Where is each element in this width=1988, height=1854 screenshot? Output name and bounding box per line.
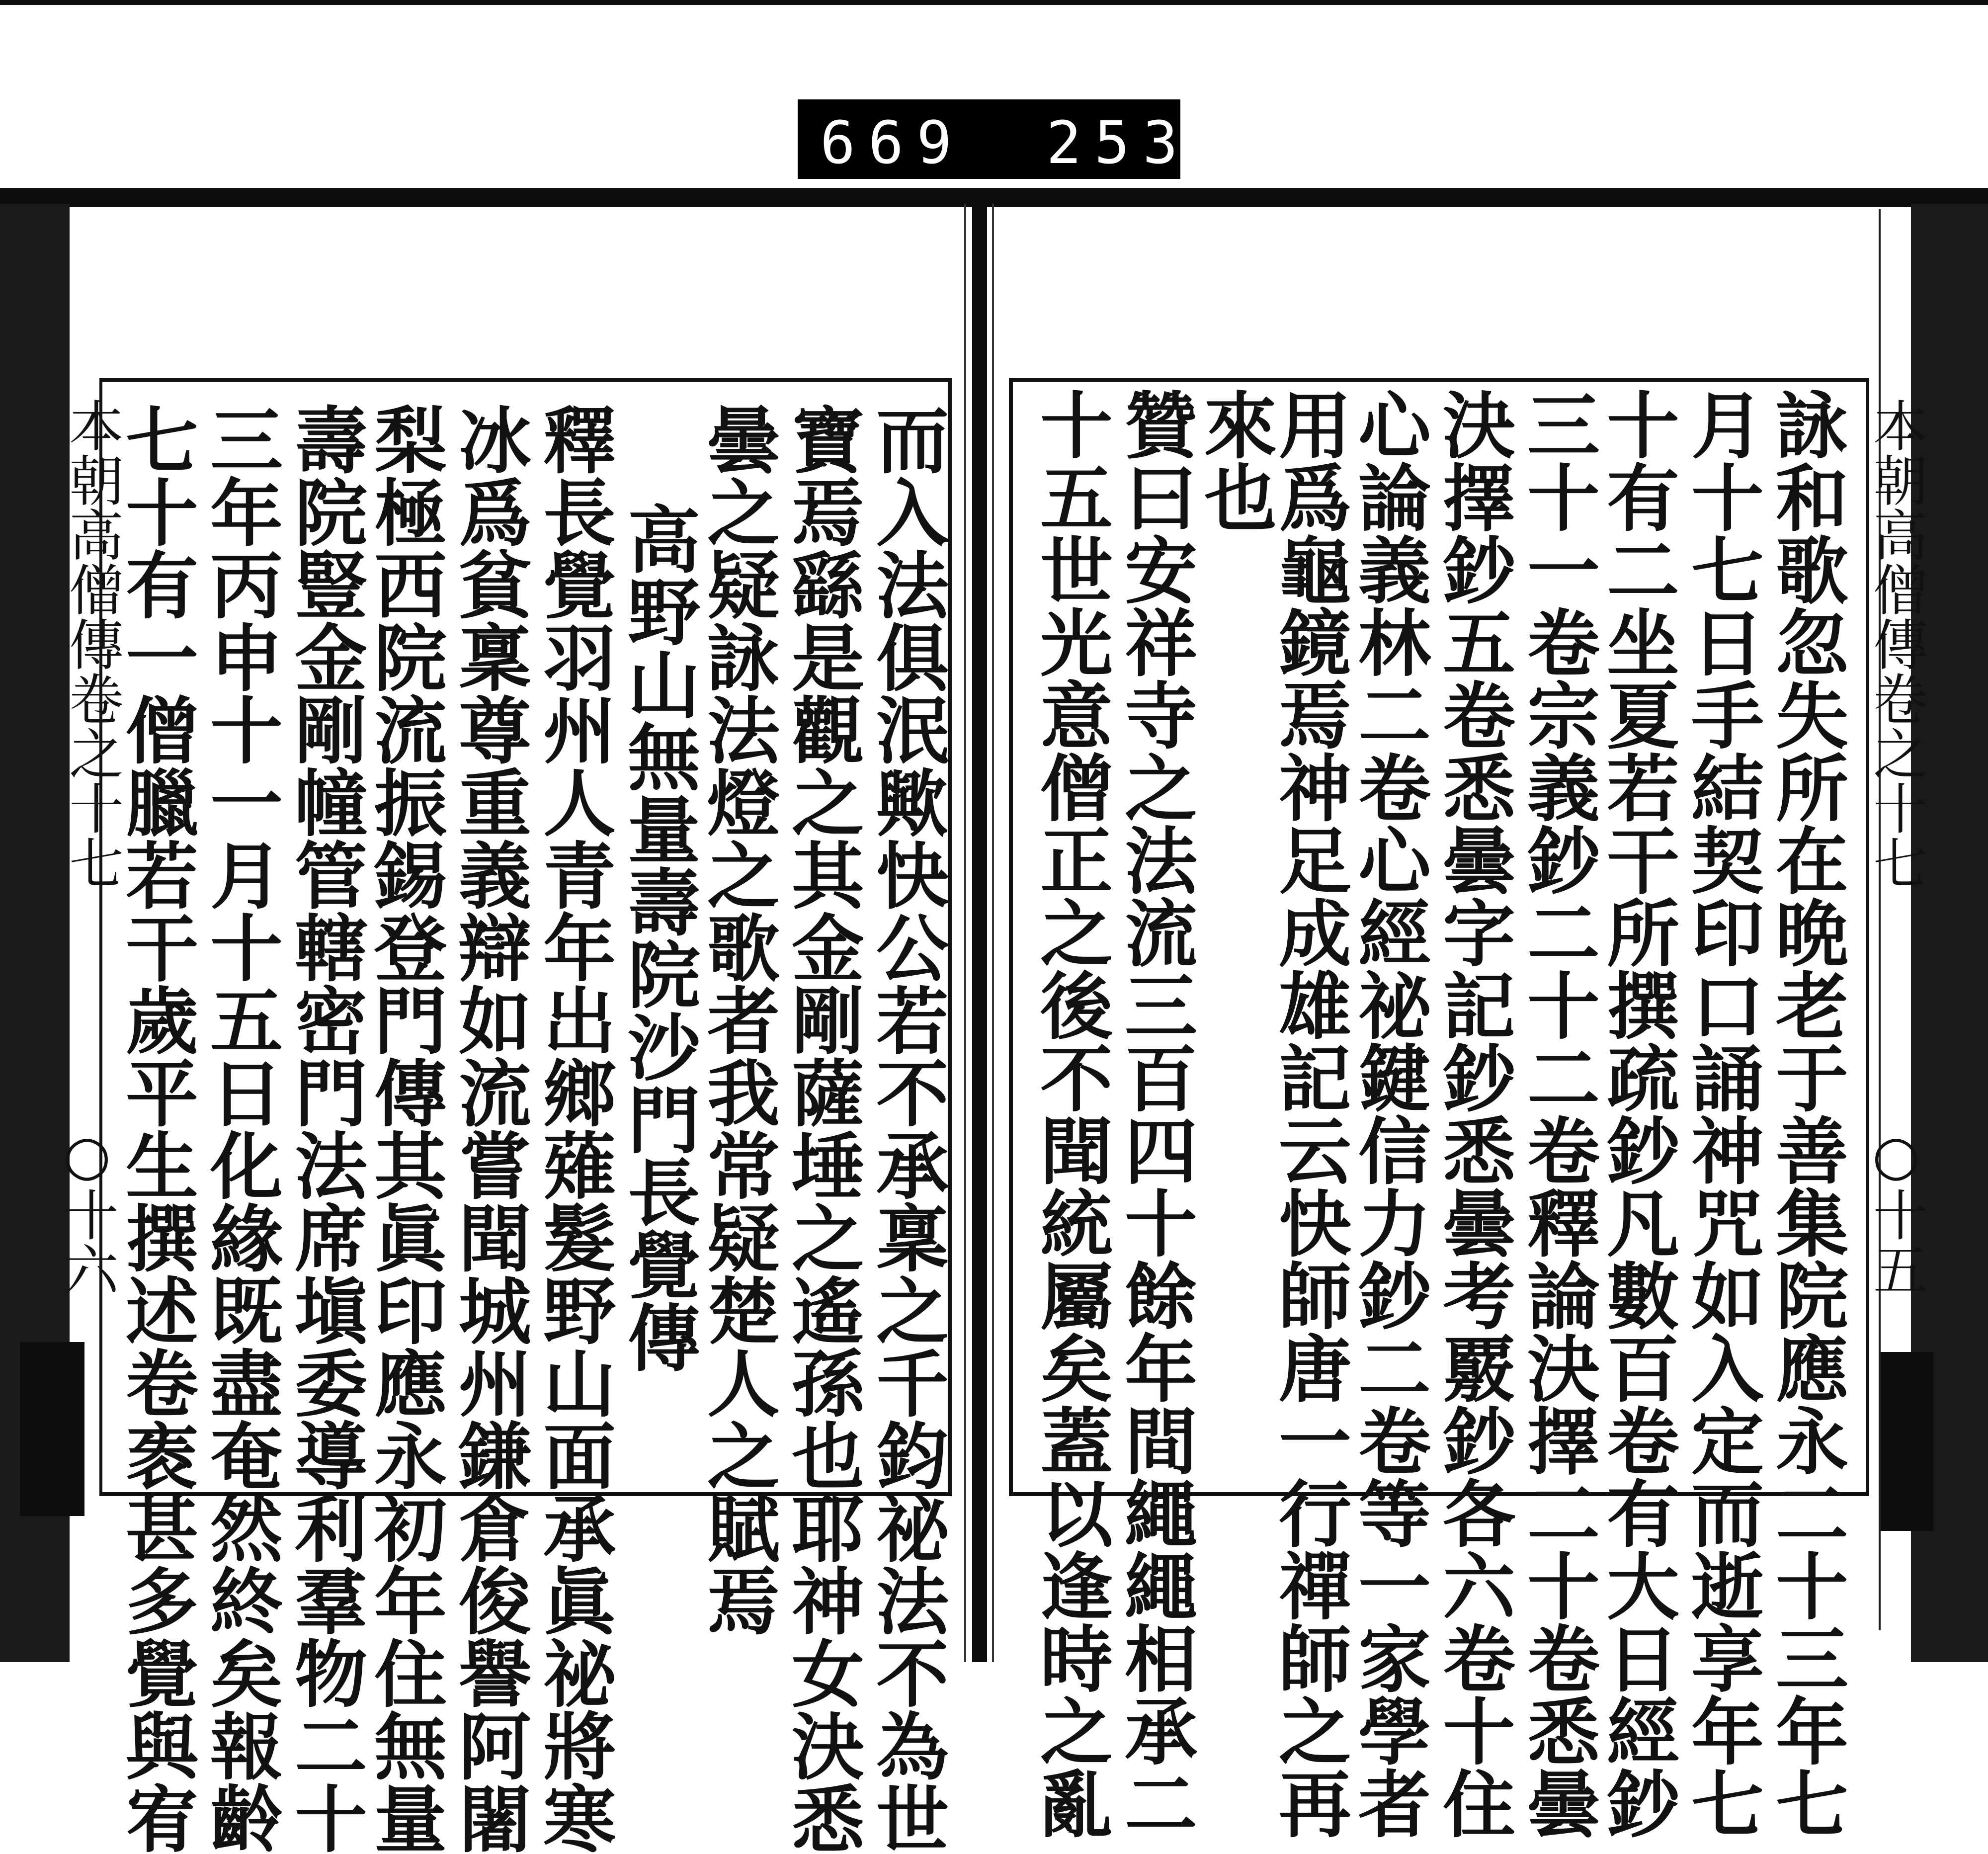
left-folio: ○十六 bbox=[55, 1123, 119, 1296]
left-col-9: 三年丙申十一月十五日化緣既盡奄然終矣報齡 bbox=[198, 403, 283, 1854]
right-folio: ○十五 bbox=[1864, 1123, 1928, 1296]
center-gutter-line-left bbox=[964, 204, 966, 1662]
left-col-8: 壽院豎金剛幢管轄密門法席塡委導利羣物二十 bbox=[282, 403, 367, 1854]
center-gutter bbox=[972, 204, 987, 1662]
right-col-2: 月十七日手結契印口誦神咒如入定而逝享年七 bbox=[1679, 388, 1764, 1839]
left-col-1: 而入法俱泯歟快公若不承稟之千鈞祕法不為世 bbox=[864, 403, 949, 1854]
left-col-6: 冰爲貧稟尊重義辯如流嘗聞城州鎌倉俊譽阿闍 bbox=[446, 403, 531, 1854]
right-col-5: 決擇鈔五卷悉曇字記鈔悉曇考覈鈔各六卷十住 bbox=[1430, 388, 1515, 1839]
reel-label bbox=[798, 99, 1240, 179]
right-margin-title: 本朝高僧傳卷之十七 bbox=[1864, 398, 1928, 890]
center-gutter-line-right bbox=[992, 204, 994, 1662]
right-col-6: 心論義林二卷心經祕鍵信力鈔二卷等一家學者 bbox=[1346, 388, 1431, 1839]
left-col-10: 七十有一僧臘若干歲平生撰述卷袠甚多覺與宥 bbox=[113, 403, 198, 1854]
right-col-9: 贊曰安祥寺之法流三百四十餘年間繩繩相承二 bbox=[1112, 388, 1197, 1839]
left-col-7: 梨極西院流振錫登門傳其眞印應永初年住無量 bbox=[362, 403, 447, 1854]
left-margin-title: 本朝高僧傳卷之十七 bbox=[60, 398, 124, 890]
left-col-4-heading: 高野山無量壽院沙門長覺傳 bbox=[615, 502, 700, 1373]
left-col-3: 曇之疑詠法燈之歌者我常疑楚人之賦焉 bbox=[695, 403, 780, 1636]
right-col-8: 來也 bbox=[1192, 388, 1277, 533]
reel-left-number: 669 bbox=[820, 108, 965, 177]
right-col-3: 十有二坐夏若干所撰疏鈔凡數百卷有大日經鈔 bbox=[1594, 388, 1679, 1839]
right-col-1: 詠和歌忽失所在晩老于善集院應永二十三年七 bbox=[1763, 388, 1848, 1839]
top-edge-line bbox=[0, 0, 1988, 5]
upper-binding-bar bbox=[0, 188, 1988, 207]
right-col-10: 十五世光意僧正之後不聞統屬矣蓋以逢時之亂 bbox=[1028, 388, 1113, 1839]
reel-right-number: 253. bbox=[1046, 108, 1240, 177]
left-col-2: 寶焉繇是觀之其金剛薩埵之遙孫也耶神女決悉 bbox=[779, 403, 864, 1854]
left-col-5: 釋長覺羽州人青年出鄉薙髮野山面承眞祕將寒 bbox=[531, 403, 616, 1854]
right-col-7: 用爲龜鏡焉神足成雄記云快師唐一行禪師之再 bbox=[1266, 388, 1351, 1839]
right-col-4: 三十一卷宗義鈔二十二卷釋論決擇二十卷悉曇 bbox=[1515, 388, 1600, 1839]
